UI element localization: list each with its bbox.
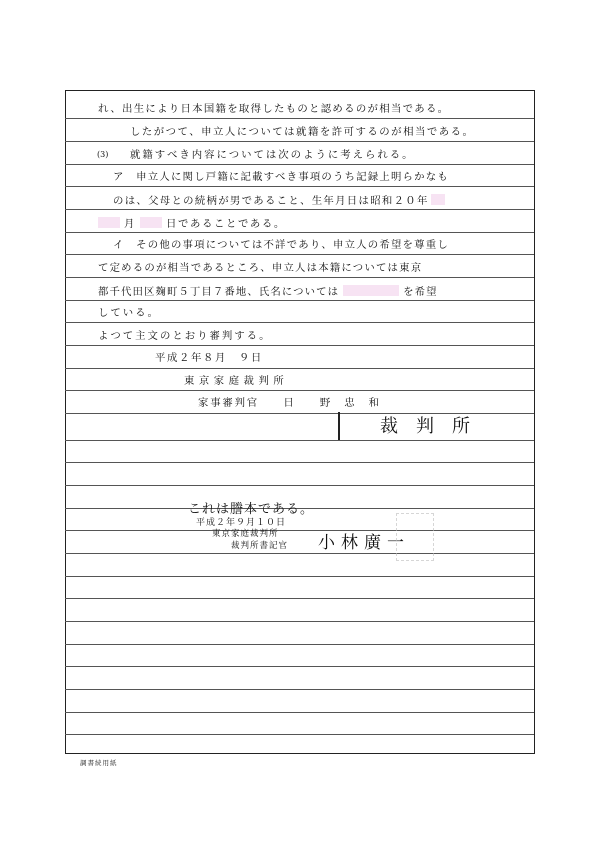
ruled-line — [65, 621, 534, 622]
ruled-line — [65, 322, 534, 323]
ruled-line — [65, 277, 534, 278]
ruled-line — [65, 254, 534, 255]
ruled-line — [65, 462, 534, 463]
clerk-seal-mark — [396, 513, 434, 561]
ruled-line — [65, 598, 534, 599]
ruled-line — [65, 141, 534, 142]
clerk-signature: 小林廣一 — [318, 533, 410, 553]
ruled-line — [65, 440, 534, 441]
text-line-8: て定めるのが相当であるところ、申立人は本籍については東京 — [98, 262, 423, 274]
court-seal: 裁判所 — [338, 412, 498, 440]
ruled-line — [65, 164, 534, 165]
ruled-line — [65, 209, 534, 210]
text-line-5: のは、父母との続柄が男であること、生年月日は昭和２０年 — [113, 194, 445, 207]
redaction — [98, 217, 120, 228]
item-number: (3) — [97, 150, 109, 159]
redaction — [431, 194, 445, 205]
certification-clerk-title: 裁判所書記官 — [231, 541, 289, 551]
ruled-line — [65, 300, 534, 301]
text-line-4: ア 申立人に関し戸籍に記載すべき事項のうち記録上明らかなも — [113, 171, 449, 183]
text-line-2: したがつて、申立人については就籍を許可するのが相当である。 — [130, 126, 475, 138]
ruled-line — [65, 368, 534, 369]
redaction — [343, 285, 399, 296]
ruled-line — [65, 390, 534, 391]
ruled-line — [65, 712, 534, 713]
text-line-3: 就籍すべき内容については次のように考えられる。 — [130, 149, 415, 161]
text-line-1: れ、出生により日本国籍を取得したものと認めるのが相当である。 — [98, 103, 450, 115]
ruled-line — [65, 186, 534, 187]
form-footer: 調書続用紙 — [80, 759, 118, 767]
certification-heading: これは謄本である。 — [188, 502, 315, 517]
court-name: 東京家庭裁判所 — [184, 375, 289, 387]
certification-date: 平成２年９月１０日 — [196, 518, 287, 528]
text-line-11: よつて主文のとおり審判する。 — [98, 330, 272, 342]
ruled-line — [65, 485, 534, 486]
redaction — [140, 217, 162, 228]
ruled-line — [65, 666, 534, 667]
ruled-line — [65, 644, 534, 645]
ruled-line — [65, 576, 534, 577]
decision-date: 平成２年８月 ９日 — [155, 352, 263, 364]
ruled-line — [65, 118, 534, 119]
ruled-line — [65, 345, 534, 346]
ruled-line — [65, 530, 534, 531]
ruled-line — [65, 734, 534, 735]
ruled-line — [65, 553, 534, 554]
text-line-7: イ その他の事項については不詳であり、申立人の希望を尊重し — [113, 239, 449, 251]
text-line-6: 月 日であることである。 — [98, 217, 286, 230]
judge-name: 家事審判官 日 野 忠 和 — [198, 397, 381, 409]
ruled-line — [65, 689, 534, 690]
ruled-line — [65, 232, 534, 233]
text-line-9: 都千代田区麹町５丁目７番地、氏名については を希望 — [98, 286, 438, 298]
certification-court: 東京家庭裁判所 — [212, 529, 279, 539]
text-line-10: している。 — [98, 307, 160, 319]
